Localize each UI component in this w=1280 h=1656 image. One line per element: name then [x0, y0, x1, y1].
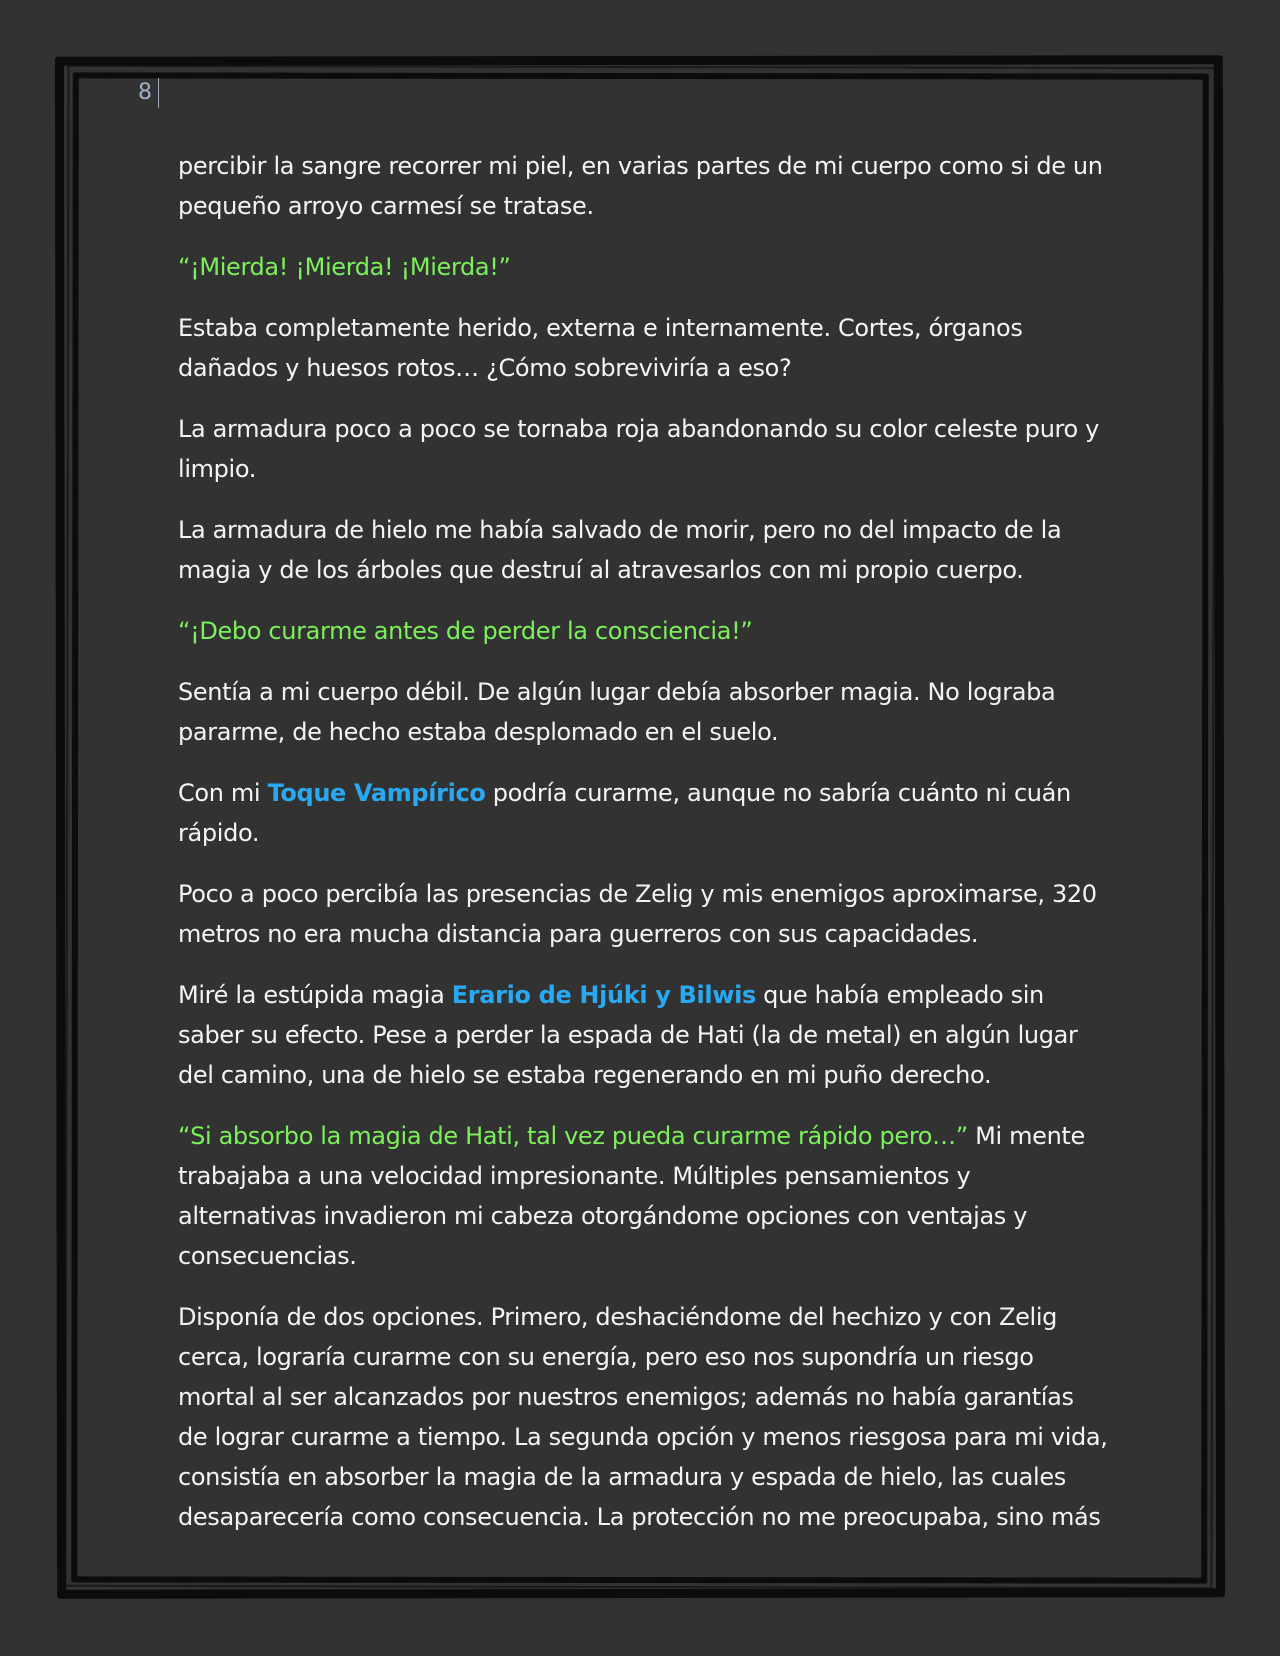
paragraph: Poco a poco percibía las presencias de Zelig y mis enemigos aproximarse, 320 metros no era mucha distancia para guerreros con sus capacidades. — [178, 880, 1097, 948]
paragraph: Estaba completamente herido, externa e internamente. Cortes, órganos dañados y huesos rotos… ¿Cómo sobreviviría a eso? — [178, 314, 1023, 382]
paragraph: La armadura de hielo me había salvado de morir, pero no del impacto de la magia y de los árboles que destruí al atravesarlos con mi propio cuerpo. — [178, 516, 1062, 584]
paragraph: percibir la sangre recorrer mi piel, en varias partes de mi cuerpo como si de un pequeño arroyo carmesí se tratase. — [178, 152, 1103, 220]
paragraph: Disponía de dos opciones. Primero, deshaciéndome del hechizo y con Zelig cerca, lograría curarme con su energía, pero eso nos supondría un riesgo mortal al ser alcanzados por nuestros enemigos; además no había garantías de lograr curarme a tiempo. La segunda opción y menos riesgosa para mi vida, consistía en absorber la magia de la armadura y espada de hielo, las cuales desaparecería como consecuencia. La protección no me preocupaba, sino más — [178, 1303, 1108, 1531]
paragraph: “Si absorbo la magia de Hati, tal vez pueda curarme rápido pero…” Mi mente trabajaba a una velocidad impresionante. Múltiples pensamientos y alternativas invadieron mi cabeza otorgándome opciones con ventajas y consecuencias. — [178, 1122, 1085, 1270]
thought-line: “Si absorbo la magia de Hati, tal vez pueda curarme rápido pero…” — [178, 1122, 968, 1150]
thought-line: “¡Mierda! ¡Mierda! ¡Mierda!” — [178, 253, 511, 281]
paragraph: La armadura poco a poco se tornaba roja abandonando su color celeste puro y limpio. — [178, 415, 1100, 483]
paragraph: Con mi Toque Vampírico podría curarme, aunque no sabría cuánto ni cuán rápido. — [178, 779, 1071, 847]
spell-name: Erario de Hjúki y Bilwis — [451, 981, 756, 1009]
spell-name: Toque Vampírico — [267, 779, 486, 807]
thought-line: “¡Debo curarme antes de perder la consciencia!” — [178, 617, 753, 645]
text-body — [178, 146, 1108, 1558]
page-number: 8 — [138, 78, 159, 108]
paragraph: Miré la estúpida magia Erario de Hjúki y Bilwis que había empleado sin saber su efecto. Pese a perder la espada de Hati (la de metal) en algún lugar del camino, una de hielo se estaba regenerando en mi puño derecho. — [178, 981, 1078, 1089]
paragraph: Sentía a mi cuerpo débil. De algún lugar debía absorber magia. No lograba pararme, de hecho estaba desplomado en el suelo. — [178, 678, 1056, 746]
